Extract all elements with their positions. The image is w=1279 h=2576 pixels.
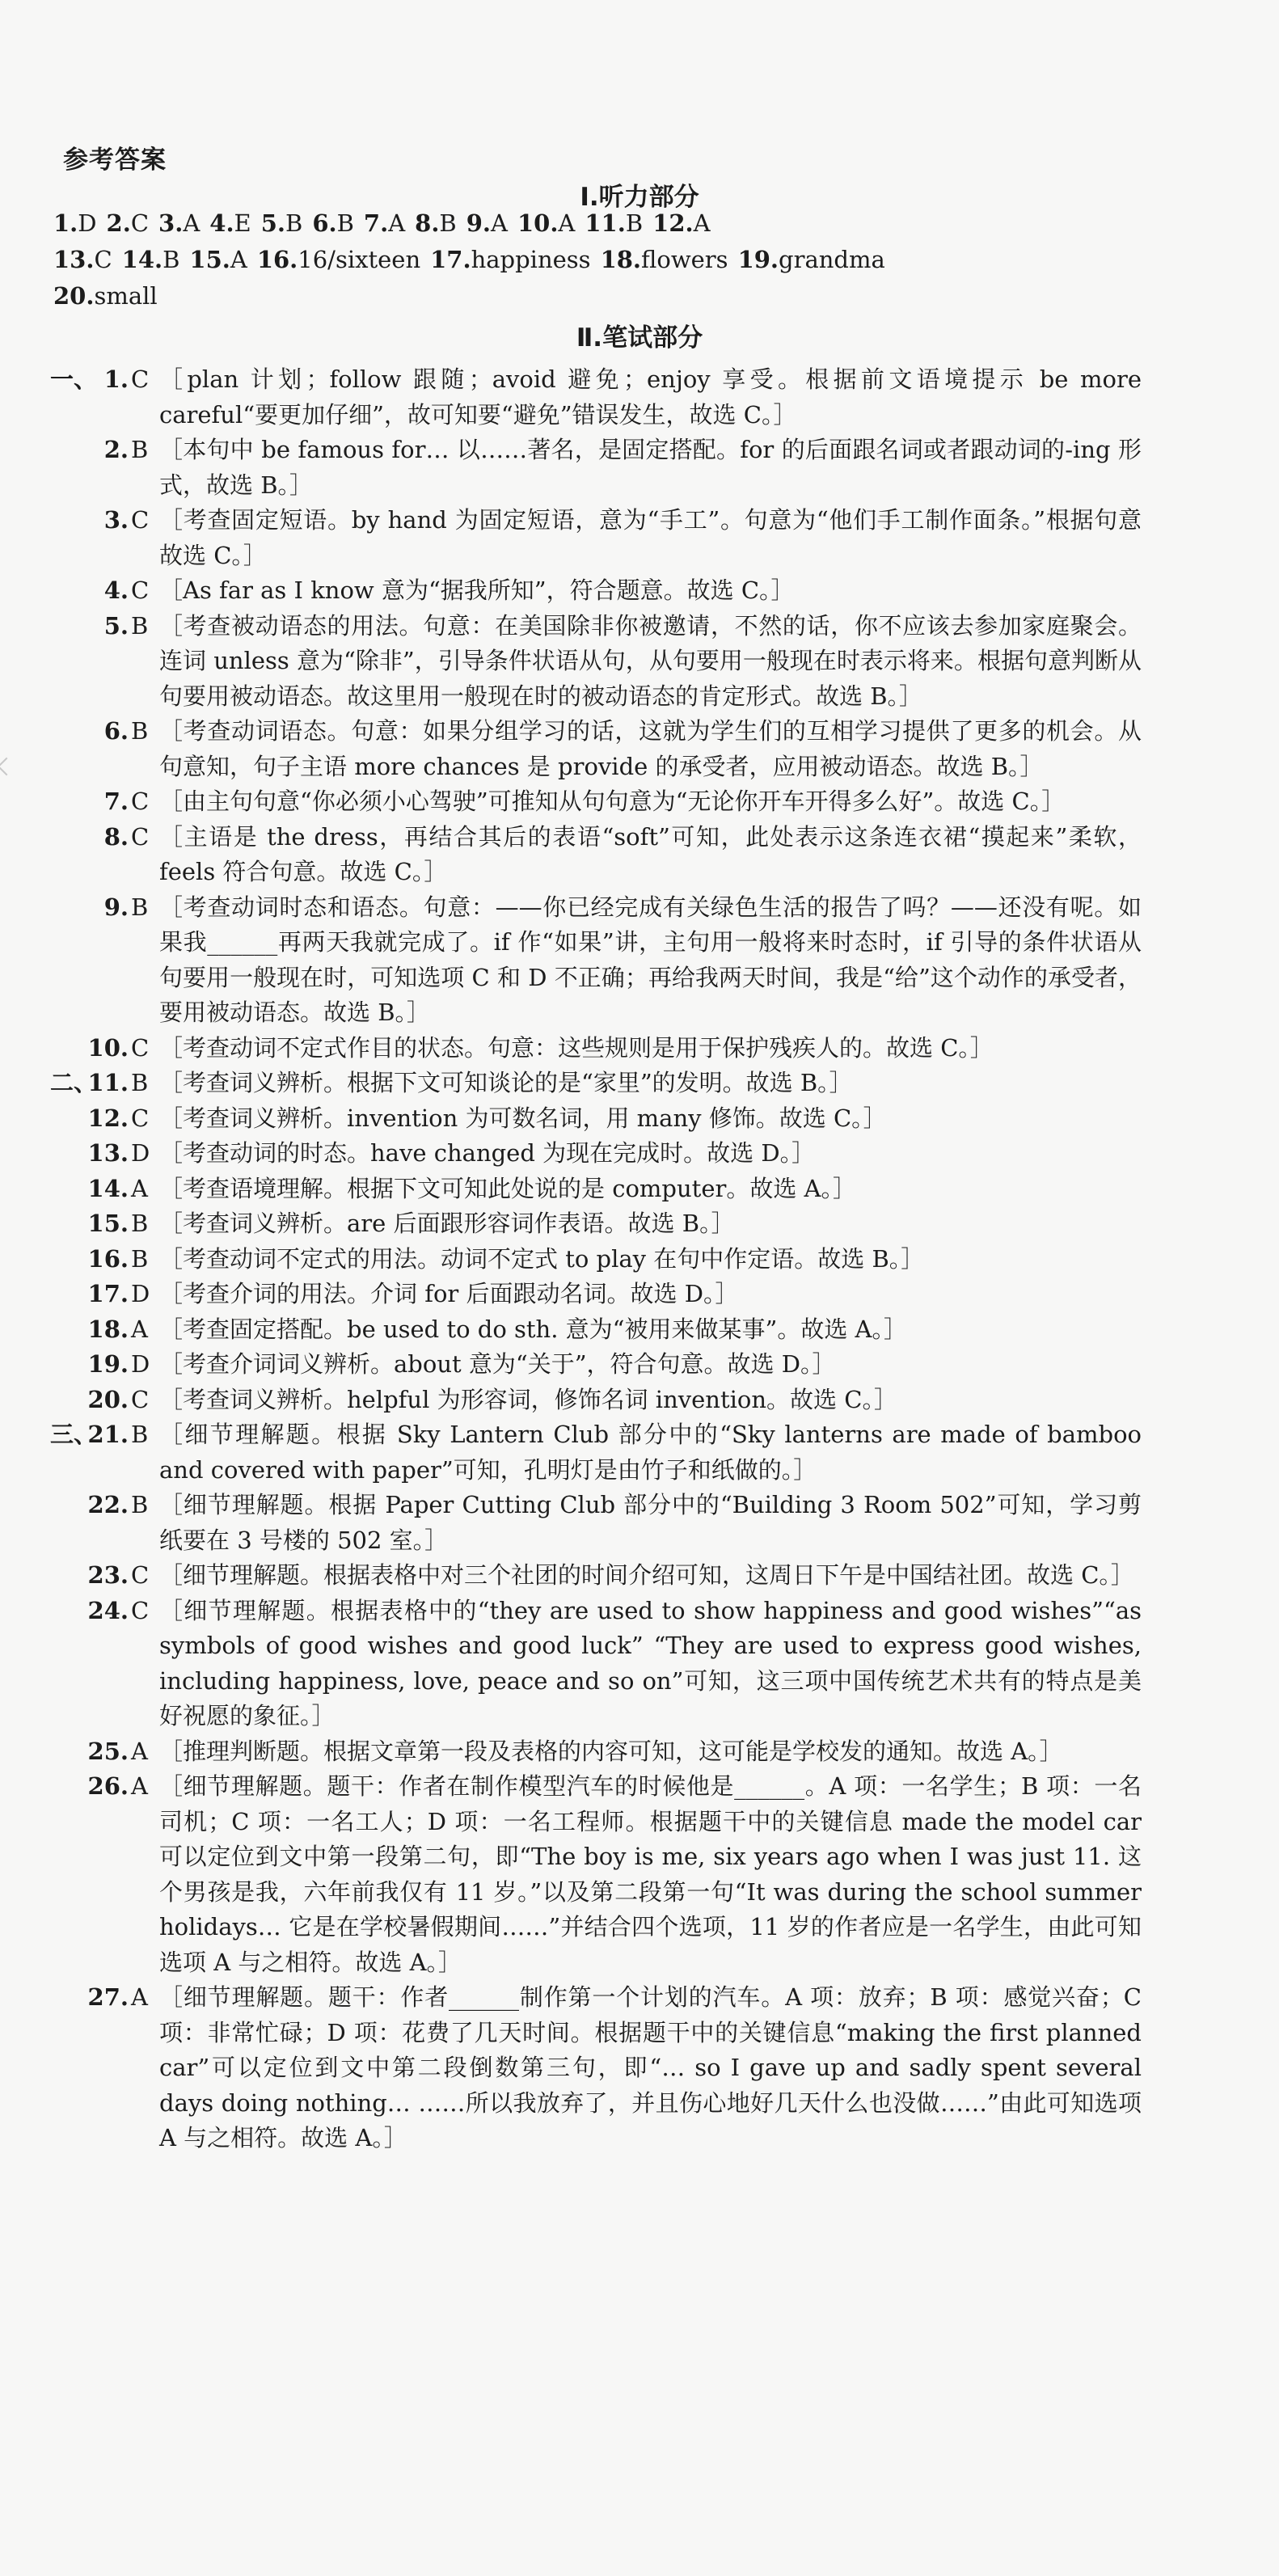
answer-item [50, 1769, 1142, 1980]
listening-answer [261, 209, 303, 237]
question-number: 11. [87, 1069, 129, 1096]
answer-value: C [94, 246, 112, 273]
listening-answer [585, 209, 643, 237]
explanation-text: ［考查动词不定式作目的状态。句意：这些规则是用于保护残疾人的。故选 C。］ [159, 1033, 994, 1062]
answer-item [50, 609, 1142, 715]
answer-choice: C [131, 1104, 150, 1132]
listening-answer [209, 209, 251, 237]
answer-value: B [285, 209, 303, 237]
listening-section-title: Ⅰ.听力部分 [580, 183, 699, 212]
explanation-text: ［考查被动语态的用法。句意：在美国除非你被邀请，不然的话，你不应该去参加家庭聚会。连词 unless 意为“除非”，引导条件状语从句，从句要用一般现在时表示将来。根据句意判断从句要用被动语态。故这里用一般现在时的被动语态的肯定形式。故选 B。］ [159, 611, 1142, 710]
answer-choice: C [131, 365, 150, 393]
explanation-text: ［细节理解题。根据表格中的“they are used to show happiness and good wishes”“as symbols of good wishes and good luck” “They are used to express good wishes, including happiness, love, peace and so on”可知，这三项中国传统艺术共有的特点是美好祝愿的象征。］ [159, 1596, 1142, 1729]
answer-choice: D [131, 1139, 150, 1167]
question-number: 16. [87, 1244, 129, 1273]
question-number: 23. [87, 1561, 129, 1589]
listening-answer [53, 209, 97, 237]
answer-choice: C [131, 506, 150, 534]
answer-value: A [491, 209, 508, 237]
question-number: 9. [466, 209, 492, 237]
question-number: 9. [103, 893, 129, 921]
answer-item [50, 1066, 1142, 1101]
explanation-text: ［考查语境理解。根据下文可知此处说的是 computer。故选 A。］ [159, 1174, 857, 1202]
listening-answer [415, 209, 457, 237]
listening-answer [53, 282, 158, 310]
answer-value: E [234, 209, 251, 237]
answer-choice: C [131, 1033, 150, 1062]
answer-item [50, 1206, 1142, 1242]
question-number: 12. [652, 209, 694, 237]
answer-choice: B [131, 717, 149, 745]
listening-answer [53, 246, 112, 273]
answer-choice: A [131, 1772, 148, 1800]
question-number: 2. [103, 436, 129, 463]
explanation-text: ［考查词义辨析。are 后面跟形容词作表语。故选 B。］ [159, 1210, 735, 1237]
question-number: 17. [430, 246, 471, 273]
question-number: 3. [158, 209, 184, 237]
answer-choice: A [131, 1315, 148, 1343]
question-number: 21. [87, 1421, 129, 1448]
page-margin-mark [0, 758, 15, 776]
question-number: 11. [585, 209, 626, 237]
answer-item [50, 1242, 1142, 1277]
answer-value: B [336, 209, 354, 237]
question-number: 15. [87, 1210, 129, 1237]
answer-choice: A [131, 1737, 148, 1765]
question-number: 20. [87, 1385, 129, 1413]
explanation-text: ［主语是 the dress，再结合其后的表语“soft”可知，此处表示这条连衣裙“摸起来”柔软，feels 符合句意。故选 C。］ [159, 822, 1142, 885]
question-number: 14. [121, 246, 163, 273]
explanation-text: ［细节理解题。题干：作者在制作模型汽车的时候他是______。A 项：一名学生；B 项：一名司机；C 项：一名工人；D 项：一名工程师。根据题干中的关键信息 made the model car 可以定位到文中第一段第二句，即“The boy is me, six years ago when I was just 11. 这个男孩是我，六年前我仅有 11 岁。”以及第二段第一句“It was during the school summer holidays… 它是在学校暑假期间……”并结合四个选项，11 岁的作者应是一名学生，由此可知选项 A 与之相符。故选 A。］ [159, 1772, 1142, 1976]
answer-choice: B [131, 436, 149, 463]
explanation-text: ［考查词义辨析。invention 为可数名词，用 many 修饰。故选 C。］ [159, 1104, 887, 1132]
answer-choice: C [131, 822, 150, 851]
listening-answers-row-1 [53, 207, 1201, 239]
explanation-text: ［考查固定短语。by hand 为固定短语，意为“手工”。句意为“他们手工制作面条。”根据句意故选 C。］ [159, 506, 1142, 569]
question-number: 7. [363, 209, 389, 237]
question-number: 24. [87, 1596, 129, 1624]
explanation-text: ［考查词义辨析。helpful 为形容词，修饰名词 invention。故选 C。］ [159, 1385, 897, 1413]
answer-choice: B [131, 1421, 149, 1448]
question-number: 17. [87, 1280, 129, 1307]
answer-item [50, 1558, 1142, 1594]
question-number: 10. [517, 209, 559, 237]
answer-value: B [625, 209, 644, 237]
question-number: 20. [53, 282, 95, 310]
answer-item [50, 1312, 1142, 1348]
explanation-text: ［As far as I know 意为“据我所知”，符合题意。故选 C。］ [159, 576, 795, 604]
answer-item [50, 1277, 1142, 1312]
answer-item [50, 1488, 1142, 1558]
listening-answer [122, 246, 180, 273]
listening-answer [601, 246, 728, 273]
listening-answers-row-2 [53, 243, 1201, 276]
listening-answer [738, 246, 885, 273]
listening-answer [517, 209, 575, 237]
answer-item [50, 1417, 1142, 1488]
listening-answer [189, 246, 247, 273]
question-number: 4. [103, 576, 129, 604]
page-title: 参考答案 [63, 146, 167, 175]
answer-item [50, 1101, 1142, 1137]
listening-answer [107, 209, 149, 237]
answer-choice: D [131, 1350, 150, 1378]
answer-choice: C [131, 788, 150, 815]
question-number: 18. [600, 246, 642, 273]
answer-item [50, 1980, 1142, 2156]
answer-value: A [230, 246, 247, 273]
answer-item [50, 1347, 1142, 1383]
answer-choice: B [131, 1244, 149, 1273]
answer-item [50, 820, 1142, 890]
answer-choice: C [131, 1596, 150, 1624]
answer-choice: B [131, 1491, 149, 1518]
explanation-text: ［考查介词的用法。介词 for 后面跟动名词。故选 D。］ [159, 1280, 739, 1307]
listening-answer [312, 209, 354, 237]
explanation-text: ［考查动词语态。句意：如果分组学习的话，这就为学生们的互相学习提供了更多的机会。从句意知，句子主语 more chances 是 provide 的承受者，应用被动语态。故选 B。］ [159, 717, 1142, 780]
answer-item [50, 1383, 1142, 1418]
answer-item [50, 573, 1142, 609]
listening-answers-row-3 [53, 280, 1201, 312]
question-number: 10. [87, 1033, 129, 1062]
question-number: 16. [256, 246, 298, 273]
answer-choice: C [131, 576, 150, 604]
answer-choice: B [131, 893, 149, 921]
answer-item [50, 503, 1142, 573]
question-number: 22. [87, 1491, 129, 1518]
question-number: 5. [103, 611, 129, 640]
question-number: 25. [87, 1737, 129, 1765]
listening-answer [466, 209, 508, 237]
explanation-text: ［细节理解题。题干：作者______制作第一个计划的汽车。A 项：放弃；B 项：感觉兴奋；C 项：非常忙碌；D 项：花费了几天时间。根据题干中的关键信息“making the first planned car”可以定位到文中第二段倒数第三句，即“… so I gave up and sadly spent several days doing nothing… ……所以我放弃了，并且伤心地好几天什么也没做……”由此可知选项 A 与之相符。故选 A。］ [159, 1983, 1142, 2152]
listening-answer [652, 209, 710, 237]
explanation-text: ［考查动词时态和语态。句意：——你已经完成有关绿色生活的报告了吗？——还没有呢。如果我______再两天我就完成了。if 作“如果”讲，主句用一般将来时态时，if 引导的条件状语从句要用一般现在时，可知选项 C 和 D 不正确；再给我两天时间，我是“给”这个动作的承受者，要用被动语态。故选 B。］ [159, 893, 1142, 1026]
answer-value: B [439, 209, 457, 237]
answer-value: D [78, 209, 97, 237]
answer-item [50, 714, 1142, 784]
listening-answer [364, 209, 405, 237]
explanation-text: ［考查介词词义辨析。about 意为“关于”，符合句意。故选 D。］ [159, 1350, 836, 1378]
question-number: 6. [312, 209, 337, 237]
answer-choice: B [131, 1210, 149, 1237]
answer-item [50, 1594, 1142, 1734]
question-number: 18. [87, 1315, 129, 1343]
question-number: 26. [87, 1772, 129, 1800]
answer-value: 16/sixteen [298, 246, 421, 273]
answer-value: A [183, 209, 201, 237]
question-number: 3. [103, 506, 129, 534]
question-number: 27. [87, 1983, 129, 2011]
answer-item [50, 1172, 1142, 1207]
listening-answer [257, 246, 420, 273]
explanation-text: ［细节理解题。根据 Sky Lantern Club 部分中的“Sky lanterns are made of bamboo and covered with paper”可知，孔明灯是由竹子和纸做的。］ [159, 1421, 1142, 1484]
answer-value: B [163, 246, 180, 273]
answer-value: small [94, 282, 158, 310]
question-number: 15. [189, 246, 230, 273]
question-number: 8. [103, 822, 129, 851]
answer-choice: B [131, 611, 149, 640]
part-number: 三、 [50, 1421, 98, 1448]
answer-choice: D [131, 1280, 150, 1307]
explanation-text: ［推理判断题。根据文章第一段及表格的内容可知，这可能是学校发的通知。故选 A。］ [159, 1737, 1063, 1765]
answer-value: happiness [471, 246, 591, 273]
explanation-text: ［由主句句意“你必须小心驾驶”可推知从句句意为“无论你开车开得多么好”。故选 C。］ [159, 788, 1066, 815]
explanation-text: ［细节理解题。根据表格中对三个社团的时间介绍可知，这周日下午是中国结社团。故选 C。］ [159, 1561, 1134, 1589]
answer-value: grandma [779, 246, 885, 273]
question-number: 6. [103, 717, 129, 745]
listening-answer [430, 246, 590, 273]
explanation-text: ［本句中 be famous for… 以……著名，是固定搭配。for 的后面跟名词或者跟动词的-ing 形式，故选 B。］ [159, 436, 1142, 499]
explanation-text: ［考查动词的时态。have changed 为现在完成时。故选 D。］ [159, 1139, 816, 1167]
answer-item [50, 784, 1142, 820]
question-number: 13. [53, 246, 95, 273]
answer-value: A [693, 209, 711, 237]
question-number: 13. [87, 1139, 129, 1167]
answer-choice: A [131, 1174, 148, 1202]
part-number: 二、 [50, 1069, 98, 1096]
question-number: 14. [87, 1174, 129, 1202]
explanation-text: ［plan 计划；follow 跟随；avoid 避免；enjoy 享受。根据前文语境提示 be more careful“要更加仔细”，故可知要“避免”错误发生，故选 C。］ [159, 365, 1142, 429]
answer-choice: C [131, 1561, 150, 1589]
written-answers [50, 362, 1142, 2156]
explanation-text: ［考查动词不定式的用法。动词不定式 to play 在句中作定语。故选 B。］ [159, 1244, 925, 1273]
answer-item [50, 890, 1142, 1031]
answer-value: A [388, 209, 406, 237]
question-number: 1. [103, 365, 129, 393]
question-number: 7. [103, 788, 129, 815]
explanation-text: ［细节理解题。根据 Paper Cutting Club 部分中的“Building 3 Room 502”可知，学习剪纸要在 3 号楼的 502 室。］ [159, 1491, 1142, 1554]
part-number: 一、 [50, 365, 98, 393]
answer-value: flowers [641, 246, 728, 273]
question-number: 2. [106, 209, 131, 237]
answer-choice: C [131, 1385, 150, 1413]
question-number: 8. [415, 209, 440, 237]
question-number: 19. [737, 246, 779, 273]
answer-choice: A [131, 1983, 148, 2011]
answer-item [50, 1031, 1142, 1066]
question-number: 1. [53, 209, 78, 237]
answer-item [50, 1734, 1142, 1770]
question-number: 12. [87, 1104, 129, 1132]
answer-choice: B [131, 1069, 149, 1096]
listening-answer [158, 209, 200, 237]
written-section-title: Ⅱ.笔试部分 [576, 323, 703, 353]
answer-item [50, 433, 1142, 503]
answer-item [50, 1136, 1142, 1172]
answer-value: C [130, 209, 150, 237]
answer-value: A [558, 209, 576, 237]
question-number: 19. [87, 1350, 129, 1378]
explanation-text: ［考查词义辨析。根据下文可知谈论的是“家里”的发明。故选 B。］ [159, 1069, 853, 1096]
question-number: 4. [209, 209, 234, 237]
question-number: 5. [260, 209, 285, 237]
answer-item [50, 362, 1142, 433]
explanation-text: ［考查固定搭配。be used to do sth. 意为“被用来做某事”。故选 A。］ [159, 1315, 907, 1343]
